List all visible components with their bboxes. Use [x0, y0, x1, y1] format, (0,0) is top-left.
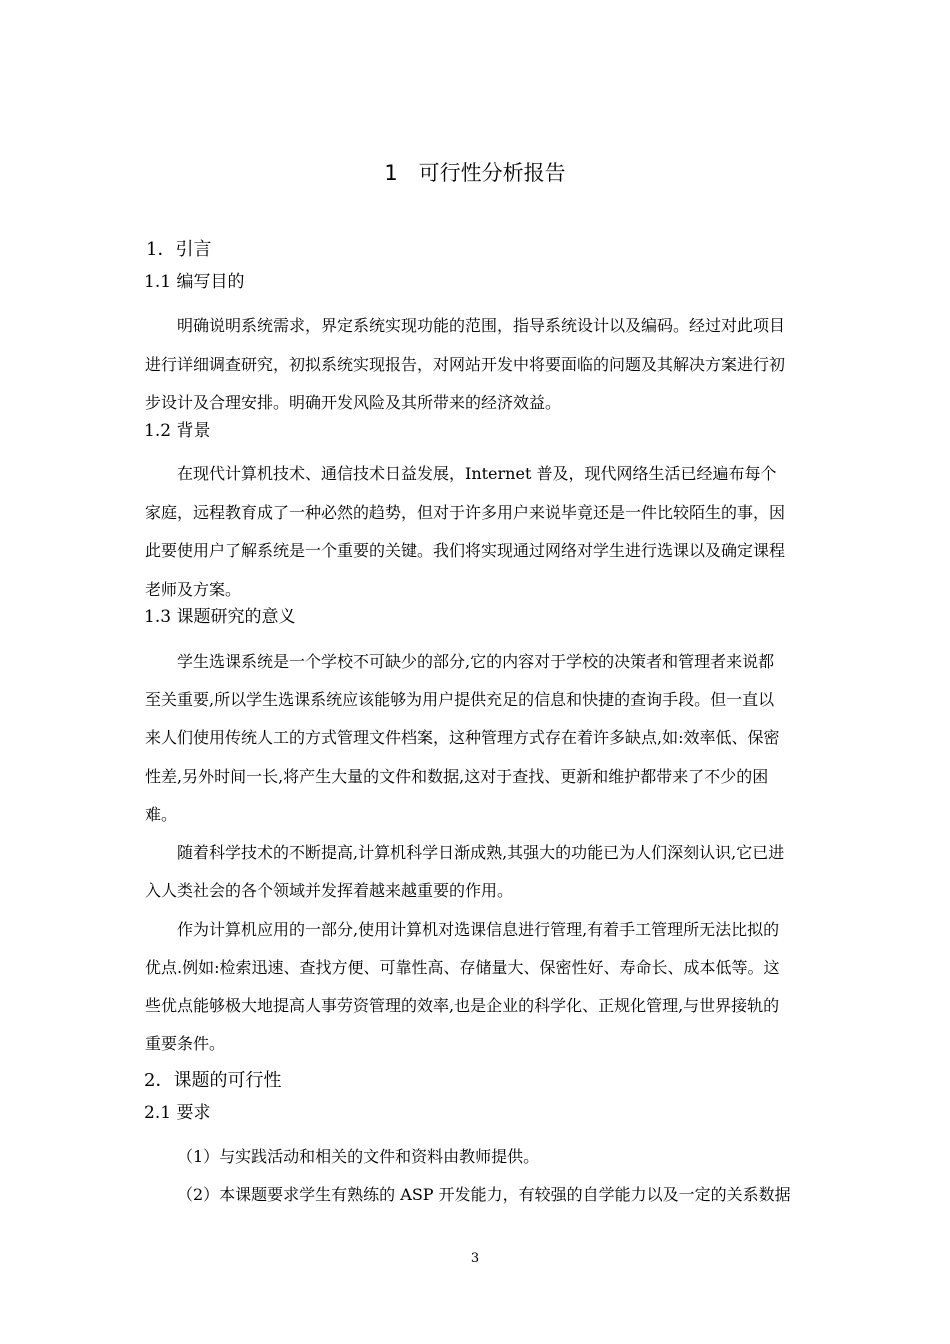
- paragraph-line: 步设计及合理安排。明确开发风险及其所带来的经济效益。: [145, 393, 562, 412]
- paragraph-line: 明确说明系统需求，界定系统实现功能的范围，指导系统设计以及编码。经过对此项目: [177, 316, 786, 335]
- page-number: 3: [470, 1251, 480, 1266]
- paragraph-line: 在现代计算机技术、通信技术日益发展，Internet 普及，现代网络生活已经遍布每个: [177, 464, 777, 483]
- paragraph-line: 进行详细调查研究，初拟系统实现报告，对网站开发中将要面临的问题及其解决方案进行初: [145, 355, 786, 374]
- section-heading-1-2: 1.2 背景: [144, 421, 211, 441]
- paragraph-line: 入人类社会的各个领域并发挥着越来越重要的作用。: [145, 881, 514, 900]
- section-heading-1-1: 1.1 编写目的: [144, 272, 245, 292]
- paragraph-line: 学生选课系统是一个学校不可缺少的部分,它的内容对于学校的决策者和管理者来说都: [177, 652, 775, 671]
- paragraph-line: 老师及方案。: [145, 580, 242, 599]
- section-heading-1-3: 1.3 课题研究的意义: [144, 607, 296, 627]
- section-heading-2-1: 2.1 要求: [144, 1103, 211, 1123]
- paragraph-line: 家庭，远程教育成了一种必然的趋势，但对于许多用户来说毕竟还是一件比较陌生的事，因: [145, 503, 786, 522]
- paragraph-line: 优点.例如:检索迅速、查找方便、可靠性高、存储量大、保密性好、寿命长、成本低等。这: [145, 958, 780, 977]
- paragraph-line: 此要使用户了解系统是一个重要的关键。我们将实现通过网络对学生进行选课以及确定课程: [145, 541, 786, 560]
- paragraph-line: 随着科学技术的不断提高,计算机科学日渐成熟,其强大的功能已为人们深刻认识,它已进: [177, 843, 785, 862]
- section-heading-2: 2．课题的可行性: [144, 1070, 282, 1091]
- paragraph-line: 性差,另外时间一长,将产生大量的文件和数据,这对于查找、更新和维护都带来了不少的困: [145, 767, 769, 786]
- paragraph-line: 作为计算机应用的一部分,使用计算机对选课信息进行管理,有着手工管理所无法比拟的: [177, 920, 780, 939]
- paragraph-line: 些优点能够极大地提高人事劳资管理的效率,也是企业的科学化、正规化管理,与世界接轨的: [145, 996, 780, 1015]
- paragraph-line: 难。: [145, 805, 178, 824]
- section-heading-1: 1．引言: [146, 239, 212, 260]
- requirement-item: （1）与实践活动和相关的文件和资料由教师提供。: [177, 1147, 540, 1166]
- paragraph-line: 来人们使用传统人工的方式管理文件档案，这种管理方式存在着许多缺点,如:效率低、保密: [145, 728, 780, 747]
- requirement-item: （2）本课题要求学生有熟练的 ASP 开发能力，有较强的自学能力以及一定的关系数据: [177, 1185, 791, 1204]
- paragraph-line: 重要条件。: [145, 1034, 226, 1053]
- page-title: 1 可行性分析报告: [384, 161, 566, 185]
- paragraph-line: 至关重要,所以学生选课系统应该能够为用户提供充足的信息和快捷的查询手段。但一直以: [145, 690, 775, 709]
